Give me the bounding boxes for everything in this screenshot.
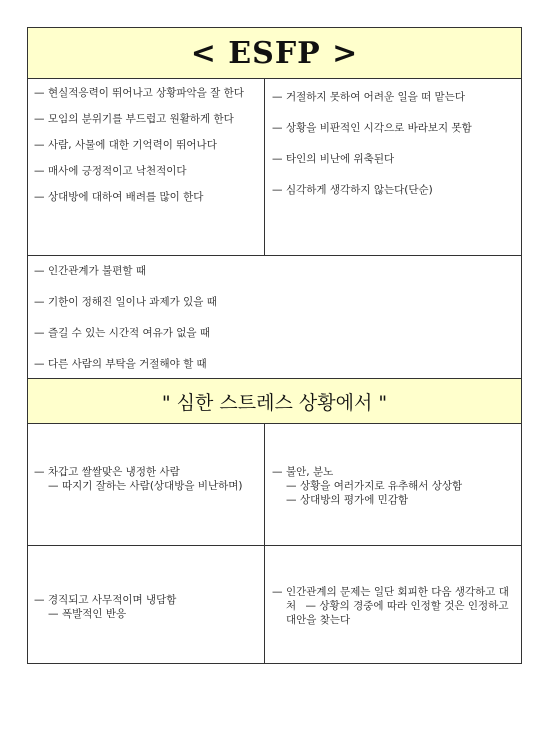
page-title: < ESFP >	[190, 35, 359, 71]
stress-triggers-cell	[34, 264, 504, 383]
title-band	[28, 28, 521, 79]
strength-item: — 모임의 분위기를 부드럽고 원활하게 한다	[34, 112, 262, 126]
grid-divider-vertical	[264, 424, 265, 664]
severe-top-right: — 불안, 분노 — 상황을 여러가지로 유추해서 상상함 — 상대방의 평가에 민감함	[272, 465, 512, 507]
weaknesses-cell	[272, 90, 517, 209]
stress-trigger-item: — 인간관계가 불편할 때	[34, 264, 504, 278]
strength-item: — 상대방에 대하여 배려를 많이 한다	[34, 190, 262, 204]
severe-bottom-right: — 인간관계의 문제는 일단 회피한 다음 생각하고 대처 — 상황의 경중에 따라 인정할 것은 인정하고 대안을 찾는다	[272, 586, 509, 626]
severe-main-text: 불안, 분노	[286, 466, 334, 478]
severe-sub-text: — 따지기 잘하는 사람(상대방을 비난하며)	[34, 479, 258, 493]
weakness-item: — 거절하지 못하여 어려운 일을 떠 맡는다	[272, 90, 517, 104]
strengths-cell	[34, 86, 262, 216]
severe-main-text: 차갑고 쌀쌀맞은 냉정한 사람	[48, 466, 180, 478]
severe-bottom-left: — 경직되고 사무적이며 냉담함 — 폭발적인 반응	[34, 593, 258, 621]
strength-item: — 사람, 사물에 대한 기억력이 뛰어나다	[34, 138, 262, 152]
severe-main-text: 경직되고 사무적이며 냉담함	[48, 594, 177, 606]
weakness-item: — 타인의 비난에 위축된다	[272, 152, 517, 166]
section-divider	[28, 255, 521, 256]
severe-top-left: — 차갑고 쌀쌀맞은 냉정한 사람 — 따지기 잘하는 사람(상대방을 비난하며)	[34, 465, 258, 493]
esfp-sheet	[27, 27, 522, 664]
severe-sub-text: — 상대방의 평가에 민감함	[272, 493, 512, 507]
severe-main-text: 인간관계의 문제는 일단 회피한 다음 생각하고 대처	[286, 586, 509, 612]
severe-sub-text: — 상황을 여러가지로 유추해서 상상함	[272, 479, 512, 493]
weakness-item: — 상황을 비판적인 시각으로 바라보지 못함	[272, 121, 517, 135]
weakness-item: — 심각하게 생각하지 않는다(단순)	[272, 183, 517, 197]
strength-item: — 현실적응력이 뛰어나고 상황파악을 잘 한다	[34, 86, 262, 100]
severe-sub-text: 상황의 경중에 따라 인정할 것은 인정하고 대안을 찾는다	[286, 600, 509, 626]
stress-trigger-item: — 다른 사람의 부탁을 거절해야 할 때	[34, 357, 504, 371]
grid-divider-horizontal	[28, 545, 521, 546]
column-divider	[264, 79, 265, 255]
stress-trigger-item: — 즐길 수 있는 시간적 여유가 없을 때	[34, 326, 504, 340]
severe-stress-band	[28, 378, 521, 424]
strength-item: — 매사에 긍정적이고 낙천적이다	[34, 164, 262, 178]
severe-stress-title: " 심한 스트레스 상황에서 "	[161, 391, 388, 414]
stress-trigger-item: — 기한이 정해진 일이나 과제가 있을 때	[34, 295, 504, 309]
severe-sub-text: — 폭발적인 반응	[34, 607, 258, 621]
